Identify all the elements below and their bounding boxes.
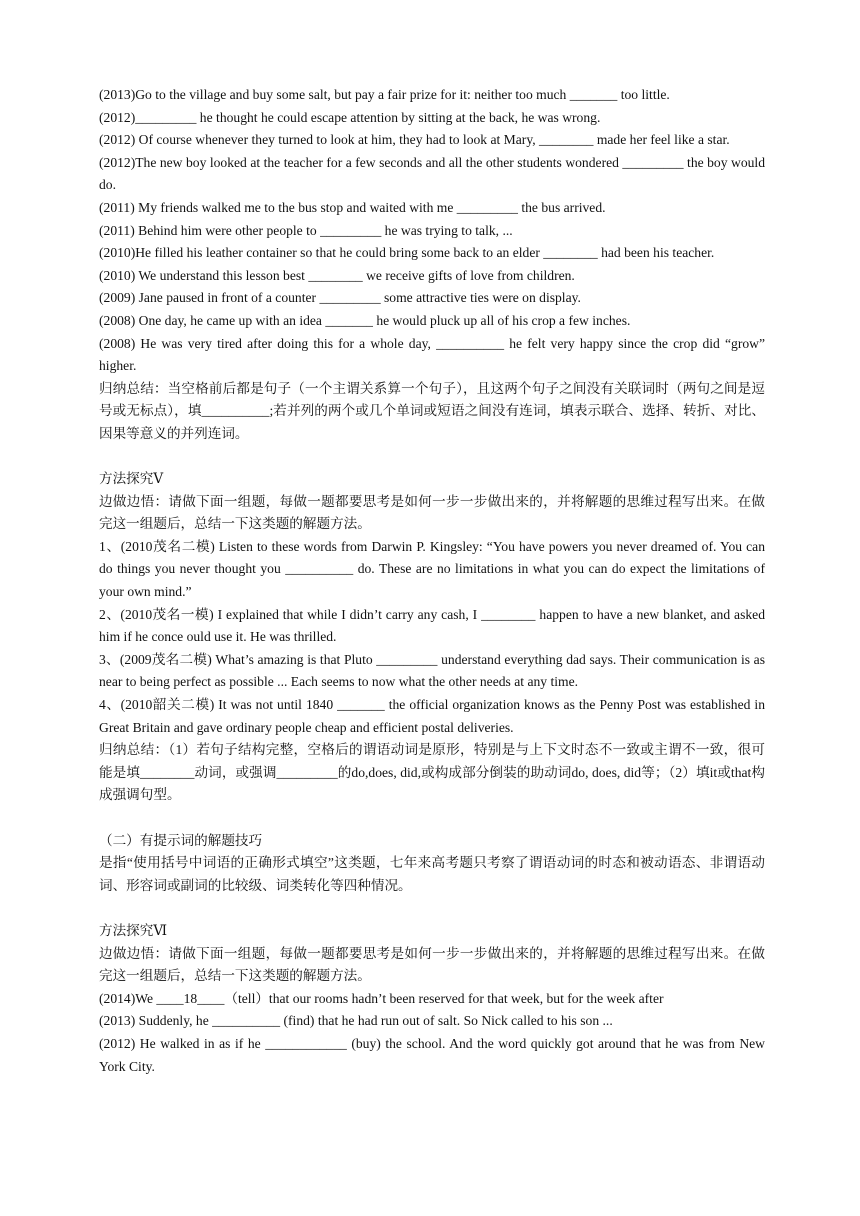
exercise-item: (2010) We understand this lesson best ________ we receive gifts of love from children.	[99, 267, 575, 283]
section-heading: （二）有提示词的解题技巧	[99, 832, 263, 848]
exercise-item: (2012)The new boy looked at the teacher for a few seconds and all the other students wondered _________ the boy would do.	[99, 154, 765, 193]
exercise-item: 1、(2010茂名二模) Listen to these words from Darwin P. Kingsley: “You have powers you never dreamed of. You can do things you never thought you __________ do. These are no limitations in what you can do expect the limitations of your own mind.”	[99, 538, 765, 600]
exercise-item: (2013) Suddenly, he __________ (find) that he had run out of salt. So Nick called to his son ...	[99, 1013, 613, 1029]
exercise-item: (2012)_________ he thought he could escape attention by sitting at the back, he was wrong.	[99, 109, 601, 125]
spacer	[99, 807, 765, 830]
exercise-item: (2014)We ____18____（tell）that our rooms hadn’t been reserved for that week, but for the week after	[99, 990, 664, 1006]
spacer	[99, 446, 765, 469]
section-heading: 方法探究Ⅴ	[99, 471, 164, 487]
section-conjunction-practice	[99, 84, 765, 446]
section-heading: 方法探究Ⅵ	[99, 922, 168, 938]
exercise-item: (2011) Behind him were other people to _________ he was trying to talk, ...	[99, 222, 513, 238]
exercise-item: (2012) He walked in as if he ____________ (buy) the school. And the word quickly got around that he was from New York City.	[99, 1035, 765, 1074]
document-page	[99, 84, 765, 1078]
section-hint-word-techniques	[99, 830, 765, 898]
exercise-item: 4、(2010韶关二模) It was not until 1840 _______ the official organization knows as the Penny Post was established in Great Britain and gave ordinary people cheap and efficient postal deliveries.	[99, 697, 765, 735]
exercise-item: (2010)He filled his leather container so that he could bring some back to an elder ________ had been his teacher.	[99, 245, 715, 261]
instruction-paragraph: 边做边悟：请做下面一组题，每做一题都要思考是如何一步一步做出来的，并将解题的思维过程写出来。在做完这一组题后，总结一下这类题的解题方法。	[99, 945, 765, 984]
section-method-5	[99, 468, 765, 807]
exercise-item: 3、(2009茂名二模) What’s amazing is that Pluto _________ understand everything dad says. Their communication is as near to being perfect as possible ... Each seems to now what the other needs at any time.	[99, 651, 765, 690]
exercise-item: (2008) He was very tired after doing this for a whole day, __________ he felt very happy since the crop did “grow” higher.	[99, 335, 765, 374]
description-paragraph: 是指“使用括号中词语的正确形式填空”这类题，七年来高考题只考察了谓语动词的时态和被动语态、非谓语动词、形容词或副词的比较级、词类转化等四种情况。	[99, 855, 765, 893]
spacer	[99, 897, 765, 920]
summary-paragraph: 归纳总结：当空格前后都是句子（一个主谓关系算一个句子），且这两个句子之间没有关联词时（两句之间是逗号或无标点），填__________;若并列的两个或几个单词或短语之间没有连词，填表示联合、选择、转折、对比、因果等意义的并列连词。	[99, 380, 765, 441]
exercise-item: (2013)Go to the village and buy some salt, but pay a fair prize for it: neither too much _______ too little.	[99, 87, 670, 102]
exercise-item: 2、(2010茂名一模) I explained that while I didn’t carry any cash, I ________ happen to have a new blanket, and asked him if he conce ould use it. He was thrilled.	[99, 606, 765, 645]
section-method-6	[99, 920, 765, 1078]
exercise-item: (2008) One day, he came up with an idea _______ he would pluck up all of his crop a few inches.	[99, 312, 631, 328]
summary-paragraph: 归纳总结：（1）若句子结构完整，空格后的谓语动词是原形，特别是与上下文时态不一致或主谓不一致，很可能是填________动词，或强调_________的do,does, did,或构成部分倒装的助动词do, does, did等；（2）填it或that构成强调句型。	[99, 742, 765, 803]
exercise-item: (2012) Of course whenever they turned to look at him, they had to look at Mary, ________ made her feel like a star.	[99, 132, 730, 148]
exercise-item: (2011) My friends walked me to the bus stop and waited with me _________ the bus arrived.	[99, 199, 606, 215]
instruction-paragraph: 边做边悟：请做下面一组题，每做一题都要思考是如何一步一步做出来的，并将解题的思维过程写出来。在做完这一组题后，总结一下这类题的解题方法。	[99, 493, 765, 532]
exercise-item: (2009) Jane paused in front of a counter _________ some attractive ties were on display.	[99, 290, 581, 306]
